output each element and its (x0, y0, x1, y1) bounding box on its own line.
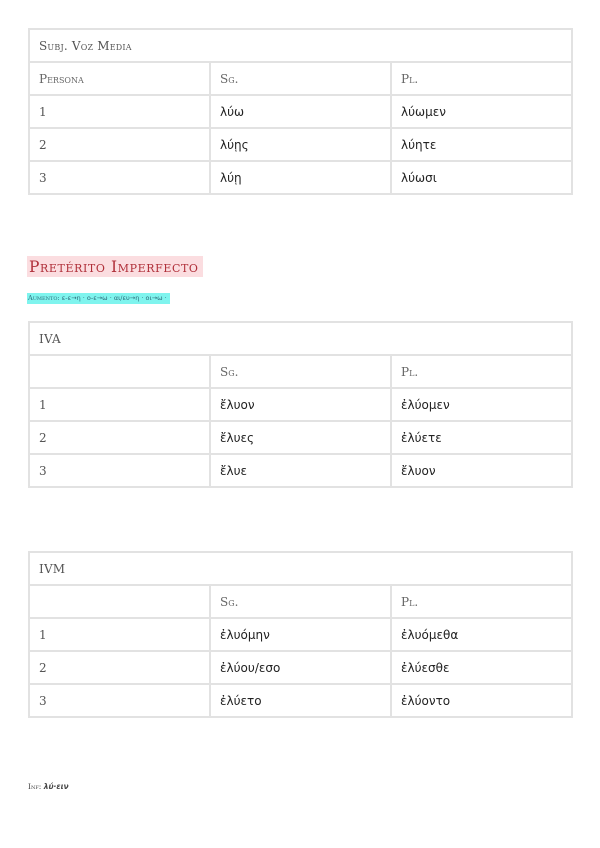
plural-cell: ἐλύομεν (391, 388, 572, 421)
augment-note (27, 293, 170, 304)
table-iva (28, 321, 573, 488)
person-cell: 1 (29, 388, 210, 421)
augment-note-label: Aumento: (28, 294, 60, 302)
plural-cell: λύωμεν (391, 95, 572, 128)
singular-cell: ἐλυόμην (210, 618, 391, 651)
singular-cell: λύῃ (210, 161, 391, 194)
person-cell: 3 (29, 161, 210, 194)
plural-cell: ἔλυον (391, 454, 572, 487)
table-caption: IVA (29, 322, 572, 355)
table-caption: Subj. Voz Media (29, 29, 572, 62)
plural-cell: λύητε (391, 128, 572, 161)
infinitive-note (28, 782, 69, 791)
table-header-row (29, 355, 572, 388)
singular-cell: ἔλυον (210, 388, 391, 421)
header-sg: Sg. (210, 62, 391, 95)
singular-cell: ἔλυες (210, 421, 391, 454)
person-cell: 2 (29, 421, 210, 454)
plural-cell: ἐλύετε (391, 421, 572, 454)
table-row (29, 95, 572, 128)
header-pl: Pl. (391, 585, 572, 618)
singular-cell: ἔλυε (210, 454, 391, 487)
header-empty (29, 585, 210, 618)
table-caption-row (29, 29, 572, 62)
table-subj-voz-media (28, 28, 573, 195)
header-pl: Pl. (391, 62, 572, 95)
header-pl: Pl. (391, 355, 572, 388)
table-caption: IVM (29, 552, 572, 585)
header-sg: Sg. (210, 585, 391, 618)
plural-cell: λύωσι (391, 161, 572, 194)
plural-cell: ἐλύεσθε (391, 651, 572, 684)
person-cell: 3 (29, 684, 210, 717)
table-header-row (29, 62, 572, 95)
section-heading: Pretérito Imperfecto (27, 256, 203, 277)
table-header-row (29, 585, 572, 618)
person-cell: 2 (29, 651, 210, 684)
table-row (29, 651, 572, 684)
table-row (29, 388, 572, 421)
infinitive-value: λύ·ειν (43, 782, 69, 791)
infinitive-label: Inf: (28, 782, 42, 791)
table-row (29, 684, 572, 717)
table-row (29, 618, 572, 651)
header-persona: Persona (29, 62, 210, 95)
table-ivm (28, 551, 573, 718)
person-cell: 3 (29, 454, 210, 487)
singular-cell: λύω (210, 95, 391, 128)
table-caption-row (29, 322, 572, 355)
header-empty (29, 355, 210, 388)
table-row (29, 421, 572, 454)
person-cell: 1 (29, 95, 210, 128)
person-cell: 2 (29, 128, 210, 161)
singular-cell: ἐλύετο (210, 684, 391, 717)
header-sg: Sg. (210, 355, 391, 388)
table-row (29, 128, 572, 161)
table-row (29, 454, 572, 487)
singular-cell: λύῃς (210, 128, 391, 161)
augment-note-text: ε-ε→η · ο-ε→ω · αι/ευ→η · οι→ω · (61, 294, 167, 302)
table-row (29, 161, 572, 194)
table-caption-row (29, 552, 572, 585)
plural-cell: ἐλυόμεθα (391, 618, 572, 651)
plural-cell: ἐλύοντο (391, 684, 572, 717)
person-cell: 1 (29, 618, 210, 651)
singular-cell: ἐλύου/εσο (210, 651, 391, 684)
